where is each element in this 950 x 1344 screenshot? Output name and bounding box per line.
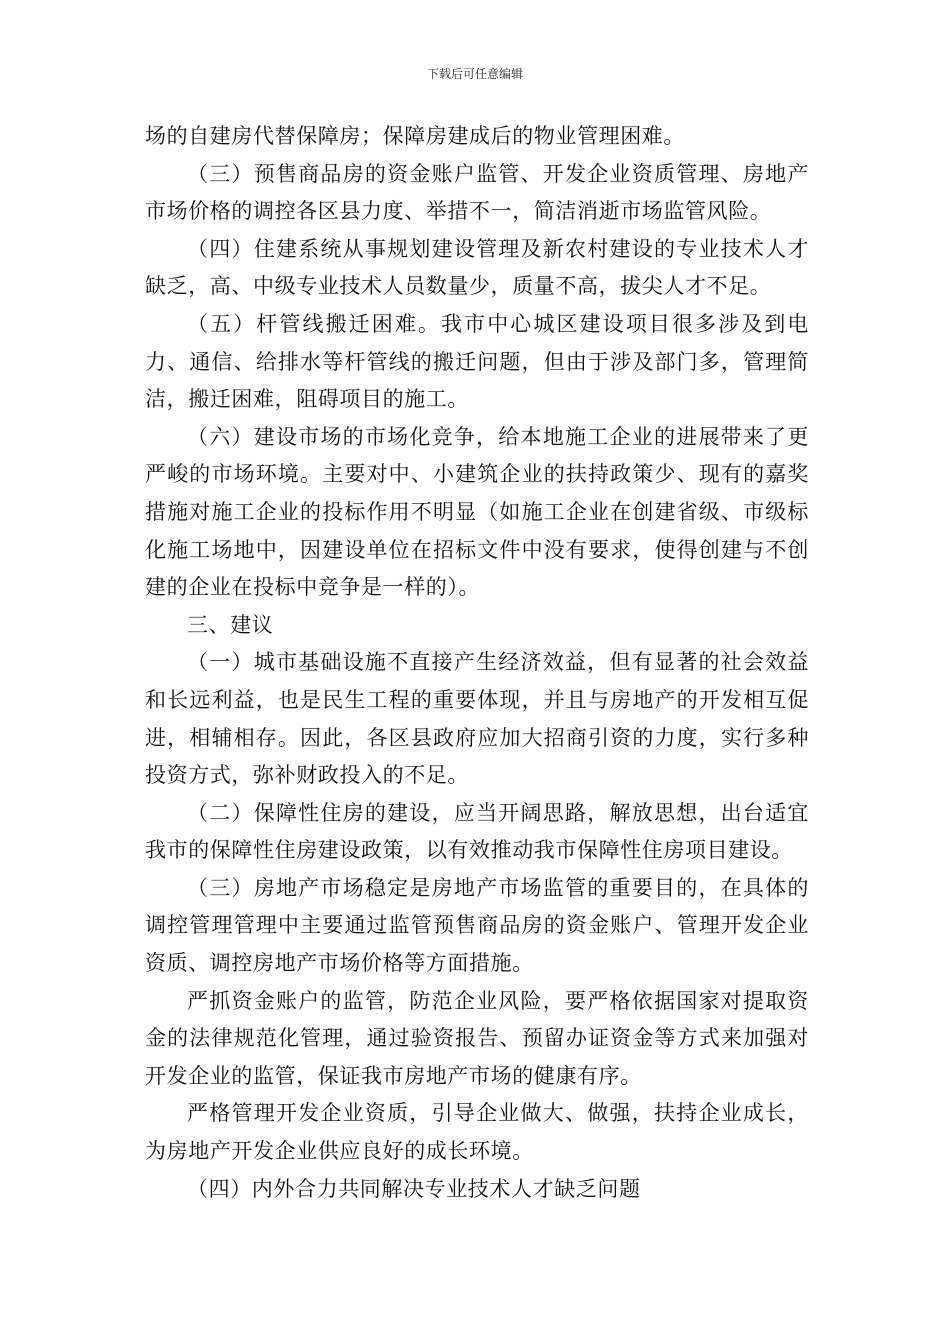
paragraph: （一）城市基础设施不直接产生经济效益，但有显著的社会效益和长远利益，也是民生工程的重要体现，并且与房地产的开发相互促进，相辅相存。因此，各区县政府应加大招商引资的力度，实行多种投资方式，弥补财政投入的不足。 [145,650,809,788]
paragraph: （四）内外合力共同解决专业技术人才缺乏问题 [187,1176,641,1201]
section-heading: 三、建议 [187,612,274,637]
paragraph: 严抓资金账户的监管，防范企业风险，要严格依据国家对提取资金的法律规范化管理，通过验资报告、预留办证资金等方式来加强对开发企业的监管，保证我市房地产市场的健康有序。 [145,988,809,1088]
paragraph: （二）保障性住房的建设，应当开阔思路，解放思想，出台适宜我市的保障性住房建设政策，以有效推动我市保障性住房项目建设。 [145,800,809,863]
paragraph: （五）杆管线搬迁困难。我市中心城区建设项目很多涉及到电力、通信、给排水等杆管线的搬迁问题，但由于涉及部门多，管理简洁，搬迁困难，阻碍项目的施工。 [145,311,809,412]
paragraph: （三）房地产市场稳定是房地产市场监管的重要目的，在具体的调控管理管理中主要通过监管预售商品房的资金账户、管理开发企业资质、调控房地产市场价格等方面措施。 [145,875,809,976]
paragraph: （三）预售商品房的资金账户监管、开发企业资质管理、房地产市场价格的调控各区县力度、举措不一，简洁消逝市场监管风险。 [145,161,809,224]
paragraph: （六）建设市场的市场化竞争，给本地施工企业的进展带来了更严峻的市场环境。主要对中、小建筑企业的扶持政策少、现有的嘉奖措施对施工企业的投标作用不明显（如施工企业在创建省级、市级标化施工场地中，因建设单位在招标文件中没有要求，使得创建与不创建的企业在投标中竞争是一样的）。 [145,424,809,600]
paragraph: （四）住建系统从事规划建设管理及新农村建设的专业技术人才缺乏，高、中级专业技术人员数量少，质量不高，拔尖人才不足。 [145,236,809,299]
document-body [145,118,809,1208]
page-header: 下载后可任意编辑 [426,67,523,81]
paragraph: 场的自建房代替保障房；保障房建成后的物业管理困难。 [145,124,685,148]
paragraph: 严格管理开发企业资质，引导企业做大、做强，扶持企业成长，为房地产开发企业供应良好的成长环境。 [145,1101,809,1164]
